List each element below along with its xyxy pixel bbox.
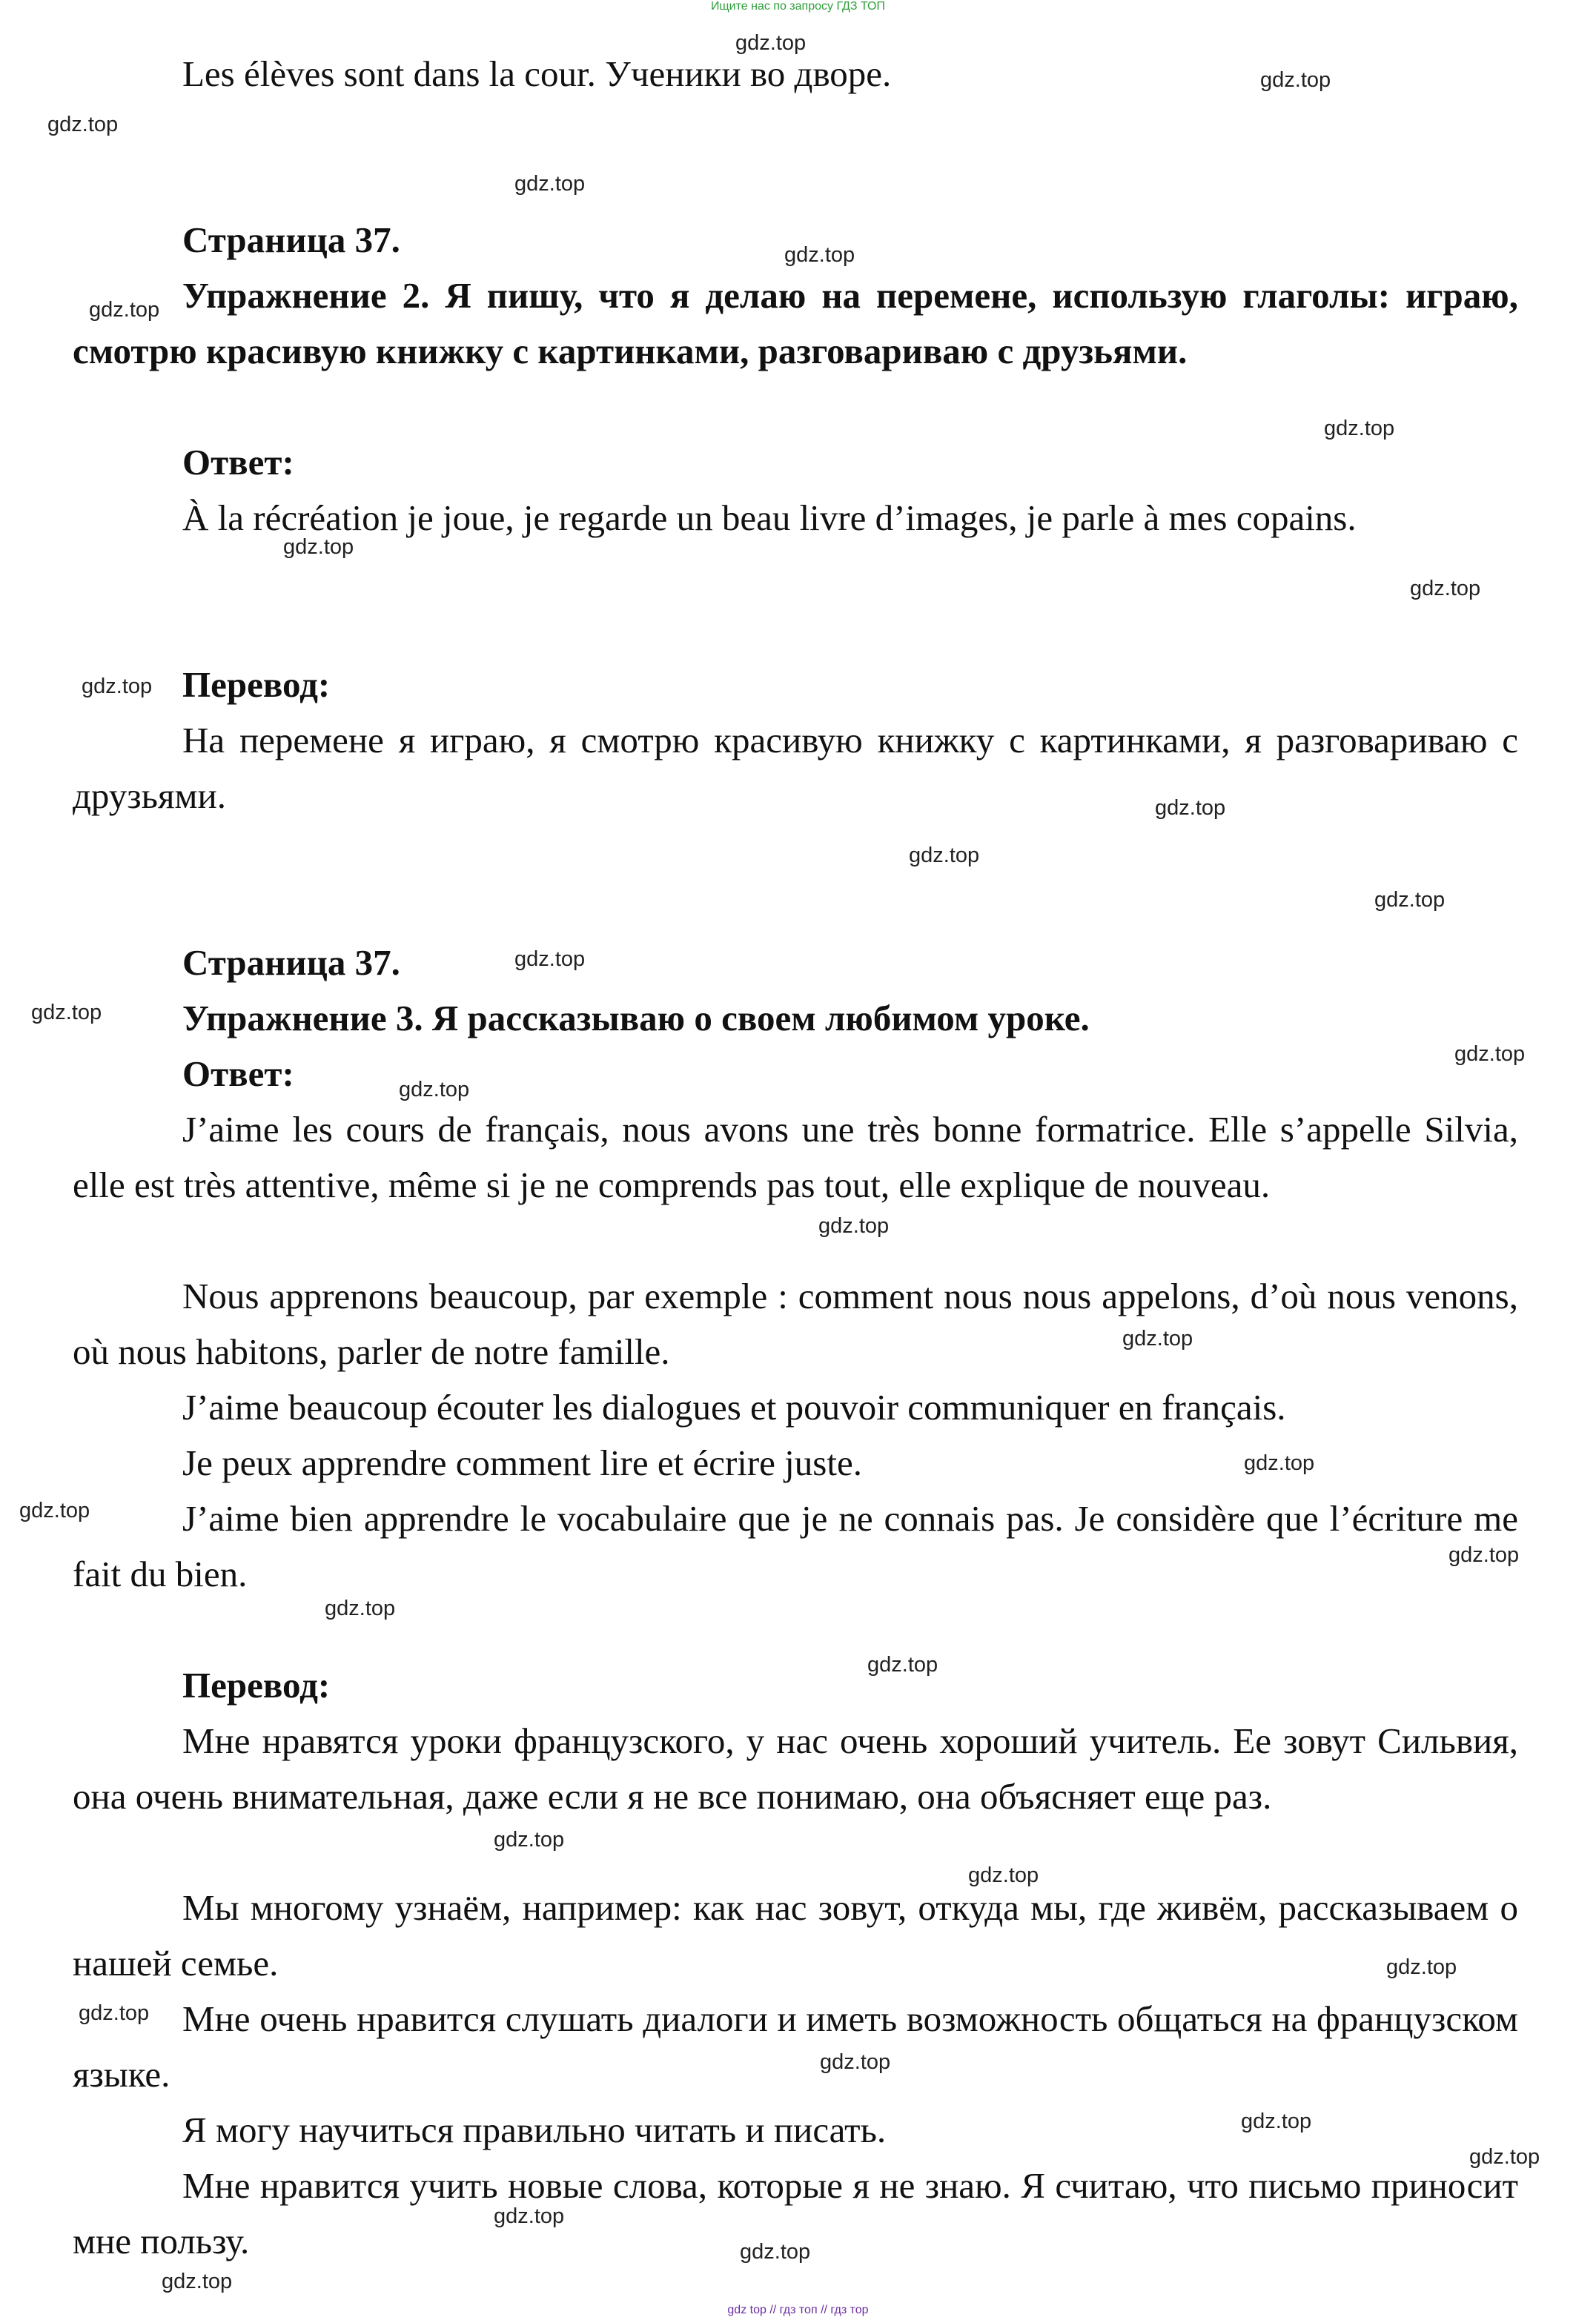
section1-exercise bbox=[73, 268, 1518, 379]
answer-paragraph: Nous apprenons beaucoup, par exemple : comment nous nous appelons, d’où nous venons, où nous habitons, parler de notre famille. bbox=[73, 1276, 1518, 1372]
watermark: gdz.top bbox=[735, 31, 807, 55]
watermark: gdz.top bbox=[1241, 2110, 1312, 2133]
watermark: gdz.top bbox=[968, 1863, 1039, 1887]
translation-paragraph: Мы многому узнаём, например: как нас зовут, откуда мы, где живём, рассказываем о нашей семье. bbox=[73, 1887, 1518, 1984]
watermark: gdz.top bbox=[867, 1653, 938, 1677]
section1-translation: На перемене я играю, я смотрю красивую книжку с картинками, я разговариваю с друзьями. bbox=[73, 720, 1518, 816]
watermark: gdz.top bbox=[1155, 796, 1226, 820]
watermark: gdz.top bbox=[82, 675, 153, 698]
translation-paragraph: Мне нравится учить новые слова, которые я не знаю. Я считаю, что письмо приносит мне пользу. bbox=[73, 2165, 1518, 2261]
watermark: gdz.top bbox=[740, 2240, 811, 2264]
watermark: gdz.top bbox=[89, 298, 160, 322]
watermark: gdz.top bbox=[1244, 1451, 1315, 1475]
watermark: gdz.top bbox=[1122, 1327, 1193, 1351]
watermark: gdz.top bbox=[818, 1214, 890, 1238]
watermark: gdz.top bbox=[909, 844, 980, 867]
section1-answer-label: Ответ: bbox=[182, 442, 294, 483]
watermark: gdz.top bbox=[1374, 888, 1446, 912]
section2-answer-label: Ответ: bbox=[182, 1053, 294, 1094]
answer-paragraph: J’aime les cours de français, nous avons une très bonne formatrice. Elle s’appelle Silvia, elle est très attentive, même si je ne comprends pas tout, elle explique de nouveau. bbox=[73, 1109, 1518, 1205]
top-banner: Ищите нас по запросу ГДЗ ТОП bbox=[711, 0, 885, 13]
translation-paragraph: Мне нравятся уроки французского, у нас очень хороший учитель. Ее зовут Сильвия, она очень внимательная, даже если я не все понимаю, она объясняет еще раз. bbox=[73, 1720, 1518, 1817]
watermark: gdz.top bbox=[514, 947, 586, 971]
watermark: gdz.top bbox=[1410, 577, 1481, 600]
section1-exercise-text: Упражнение 2. Я пишу, что я делаю на перемене, использую глаголы: играю, смотрю красивую книжку с картинками, разговариваю с друзьями. bbox=[73, 275, 1518, 371]
watermark: gdz.top bbox=[494, 1828, 565, 1852]
watermark: gdz.top bbox=[1324, 417, 1395, 440]
watermark: gdz.top bbox=[47, 113, 119, 136]
watermark: gdz.top bbox=[31, 1001, 102, 1024]
watermark: gdz.top bbox=[325, 1597, 396, 1620]
section2-page-label: Страница 37. bbox=[182, 942, 400, 983]
watermark: gdz.top bbox=[79, 2001, 150, 2025]
watermark: gdz.top bbox=[162, 2270, 233, 2293]
intro-line: Les élèves sont dans la cour. Ученики во дворе. bbox=[182, 53, 892, 94]
watermark: gdz.top bbox=[1386, 1955, 1457, 1979]
watermark: gdz.top bbox=[1454, 1042, 1526, 1066]
footer-links: gdz top // гдз топ // гдз тор bbox=[727, 2304, 869, 2316]
watermark: gdz.top bbox=[19, 1499, 90, 1522]
section2-exercise: Упражнение 3. Я рассказываю о своем любимом уроке. bbox=[182, 998, 1090, 1038]
translation-paragraph: Я могу научиться правильно читать и писать. bbox=[182, 2110, 887, 2150]
answer-paragraph: J’aime bien apprendre le vocabulaire que je ne connais pas. Je considère que l’écriture me fait du bien. bbox=[73, 1498, 1518, 1594]
watermark: gdz.top bbox=[1448, 1543, 1520, 1567]
translation-paragraph: Мне очень нравится слушать диалоги и иметь возможность общаться на французском языке. bbox=[73, 1998, 1518, 2095]
watermark: gdz.top bbox=[784, 243, 855, 267]
section1-translation-label: Перевод: bbox=[182, 664, 331, 705]
watermark: gdz.top bbox=[283, 535, 354, 559]
watermark: gdz.top bbox=[1260, 68, 1331, 92]
watermark: gdz.top bbox=[820, 2050, 891, 2074]
watermark: gdz.top bbox=[494, 2204, 565, 2228]
watermark: gdz.top bbox=[399, 1078, 470, 1101]
section2-translation-label: Перевод: bbox=[182, 1665, 331, 1706]
watermark: gdz.top bbox=[1469, 2145, 1540, 2169]
section1-page-label: Страница 37. bbox=[182, 219, 400, 260]
answer-paragraph: Je peux apprendre comment lire et écrire juste. bbox=[182, 1442, 862, 1483]
watermark: gdz.top bbox=[514, 172, 586, 196]
answer-paragraph: J’aime beaucoup écouter les dialogues et pouvoir communiquer en français. bbox=[182, 1387, 1286, 1428]
section1-answer: À la récréation je joue, je regarde un beau livre d’images, je parle à mes copains. bbox=[182, 497, 1357, 538]
